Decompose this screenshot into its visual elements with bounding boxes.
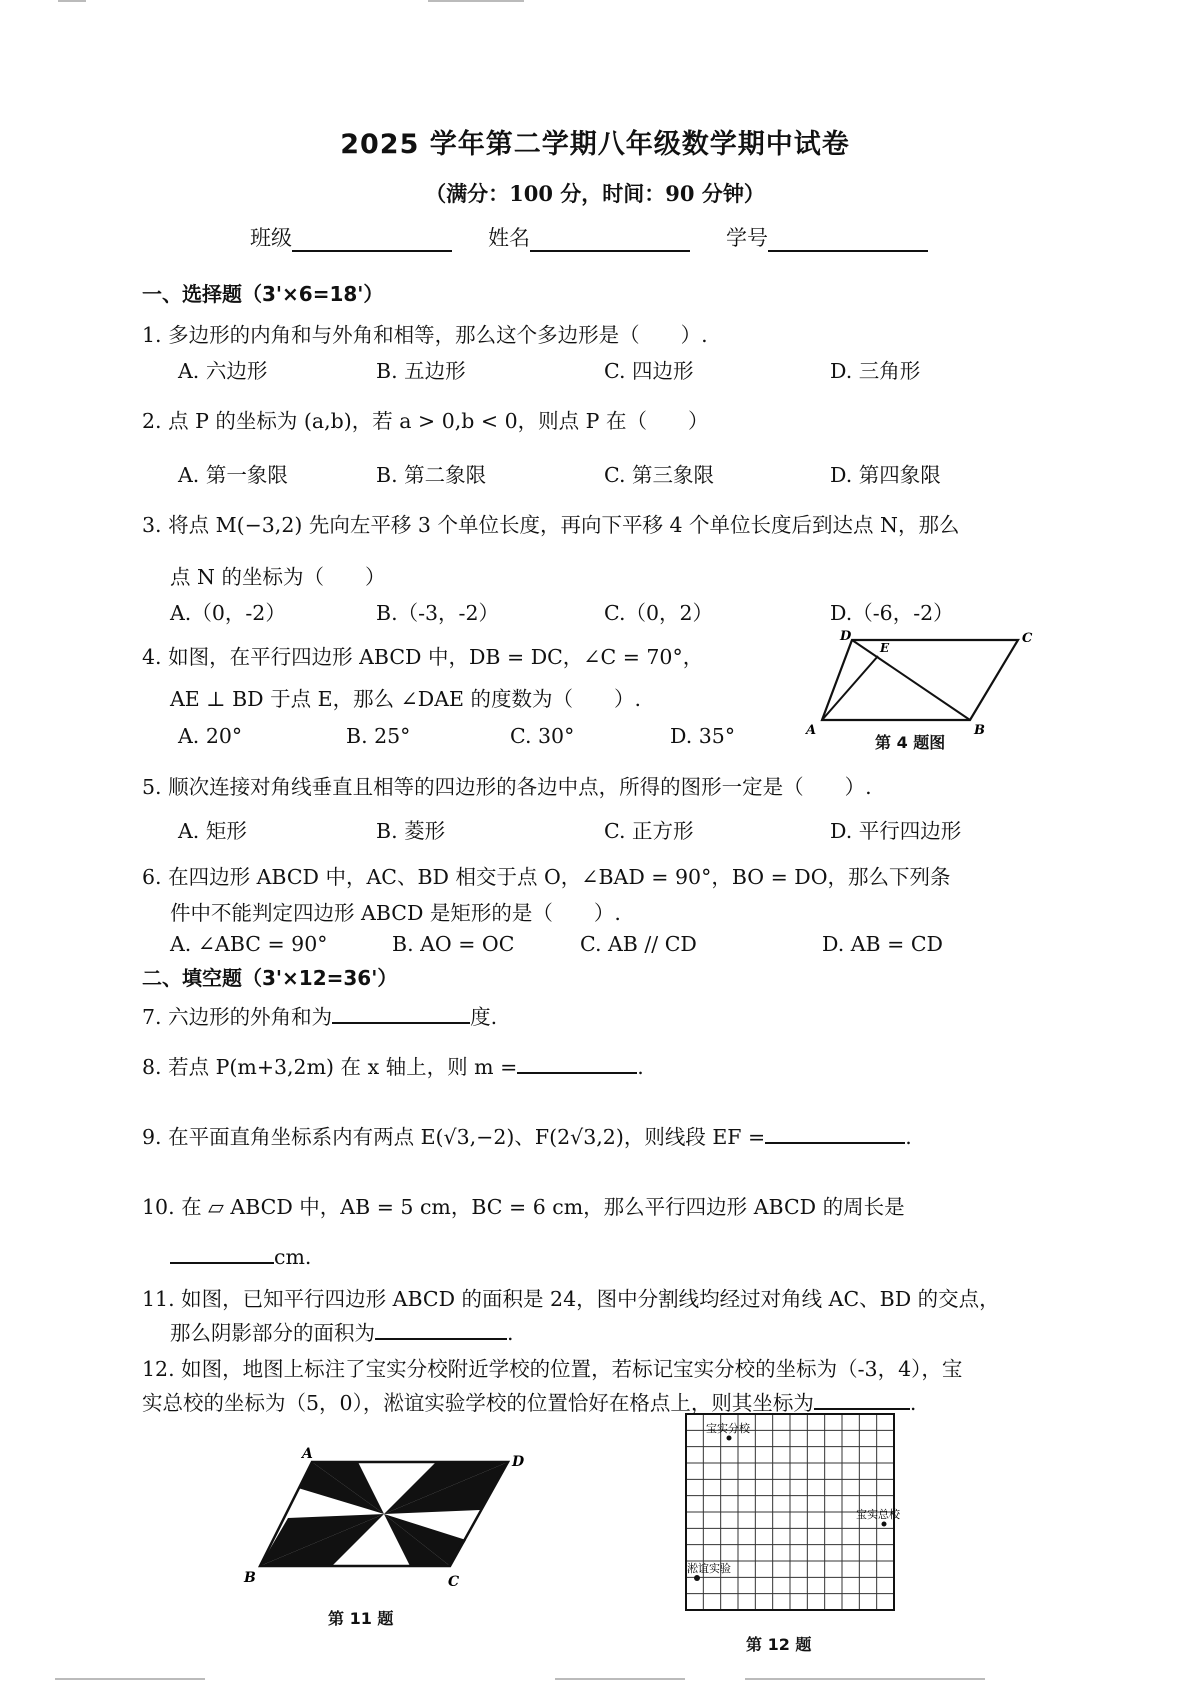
class-label: 班级	[250, 226, 292, 250]
question-7	[142, 1000, 497, 1030]
segment-ae	[822, 656, 878, 720]
option-b[interactable]: B. 第二象限	[376, 463, 487, 487]
option-c[interactable]: C. AB // CD	[580, 932, 697, 956]
question-10-suffix: cm.	[274, 1245, 312, 1269]
parallelogram-abcd	[822, 640, 1018, 720]
question-11-suffix: .	[507, 1321, 514, 1345]
answer-blank[interactable]	[375, 1320, 507, 1340]
option-a[interactable]: A. 矩形	[178, 819, 247, 843]
option-b[interactable]: B. 菱形	[376, 819, 446, 843]
map-label-songyi: 淞谊实验	[687, 1562, 731, 1575]
figure-11-caption: 第 11 题	[328, 1609, 394, 1628]
question-8-text: 8. 若点 P(m+3,2m) 在 x 轴上，则 m =	[142, 1055, 518, 1079]
option-c[interactable]: C.（0，2）	[604, 601, 714, 625]
option-a[interactable]: A.（0，-2）	[170, 601, 286, 625]
question-6-continuation: 件中不能判定四边形 ABCD 是矩形的是（ ）.	[170, 901, 621, 925]
option-d[interactable]: D. AB = CD	[822, 932, 943, 956]
question-9-text: 9. 在平面直角坐标系内有两点 E(√3,−2)、F(2√3,2)，则线段 EF =	[142, 1125, 766, 1149]
name-blank[interactable]	[530, 228, 690, 252]
label-b: B	[244, 1570, 256, 1586]
scan-artifact	[555, 1678, 685, 1680]
id-label: 学号	[726, 226, 768, 250]
id-field[interactable]	[726, 222, 928, 252]
map-label-branch: 宝实分校	[706, 1422, 750, 1435]
question-10: 10. 在 ▱ ABCD 中，AB = 5 cm，BC = 6 cm，那么平行四边形 ABCD 的周长是	[142, 1195, 905, 1219]
map-point-branch	[727, 1436, 732, 1441]
option-d[interactable]: D. 三角形	[830, 359, 921, 383]
question-7-suffix: 度.	[470, 1005, 498, 1029]
option-d[interactable]: D. 平行四边形	[830, 819, 962, 843]
option-b[interactable]: B. AO = OC	[392, 932, 515, 956]
option-b[interactable]: B. 五边形	[376, 359, 466, 383]
question-3-continuation: 点 N 的坐标为（ ）	[170, 565, 386, 589]
map-point-main	[882, 1522, 887, 1527]
class-field[interactable]	[250, 222, 452, 252]
question-12: 12. 如图，地图上标注了宝实分校附近学校的位置，若标记宝实分校的坐标为（-3，4），宝	[142, 1357, 963, 1381]
scan-artifact	[55, 1678, 205, 1680]
option-c[interactable]: C. 四边形	[604, 359, 694, 383]
option-b[interactable]: B. 25°	[346, 724, 411, 748]
label-b: B	[974, 723, 985, 738]
question-12-text: 实总校的坐标为（5，0），淞谊实验学校的位置恰好在格点上，则其坐标为	[142, 1391, 814, 1415]
question-3: 3. 将点 M(−3,2) 先向左平移 3 个单位长度，再向下平移 4 个单位长度后到达点 N，那么	[142, 513, 960, 537]
question-8-suffix: .	[637, 1055, 644, 1079]
figure-12-grid-map	[682, 1410, 912, 1620]
label-d: D	[512, 1454, 525, 1470]
scan-artifact	[58, 0, 86, 2]
question-12-suffix: .	[909, 1391, 917, 1415]
option-c[interactable]: C. 正方形	[604, 819, 694, 843]
question-6: 6. 在四边形 ABCD 中，AC、BD 相交于点 O，∠BAD = 90°，BO = DO，那么下列条	[142, 865, 951, 889]
map-point-songyi	[694, 1575, 700, 1581]
label-a: A	[302, 1446, 313, 1462]
name-field[interactable]	[488, 222, 690, 252]
question-5: 5. 顺次连接对角线垂直且相等的四边形的各边中点，所得的图形一定是（ ）.	[142, 775, 872, 799]
question-10-answer-line	[170, 1244, 311, 1269]
option-d[interactable]: D.（-6，-2）	[830, 601, 954, 625]
label-a: A	[806, 723, 817, 738]
question-7-text: 7. 六边形的外角和为	[142, 1005, 333, 1029]
answer-blank[interactable]	[170, 1244, 274, 1264]
scan-artifact	[745, 1678, 985, 1680]
section-2-heading: 二、填空题（3'×12=36'）	[142, 966, 398, 990]
option-a[interactable]: A. 20°	[178, 724, 243, 748]
option-d[interactable]: D. 第四象限	[830, 463, 941, 487]
answer-blank[interactable]	[517, 1054, 637, 1074]
label-e: E	[880, 641, 890, 655]
student-info-line	[250, 222, 950, 252]
question-2: 2. 点 P 的坐标为 (a,b)，若 a > 0,b < 0，则点 P 在（ ）	[142, 409, 709, 433]
option-a[interactable]: A. ∠ABC = 90°	[170, 932, 328, 956]
question-9	[142, 1120, 912, 1150]
id-blank[interactable]	[768, 228, 928, 252]
exam-title: 2025 学年第二学期八年级数学期中试卷	[340, 129, 850, 160]
question-8	[142, 1050, 644, 1080]
diagonal-db	[852, 640, 970, 720]
answer-blank[interactable]	[332, 1004, 470, 1024]
answer-blank[interactable]	[765, 1124, 905, 1144]
name-label: 姓名	[488, 226, 530, 250]
label-d: D	[840, 629, 852, 644]
option-c[interactable]: C. 30°	[510, 724, 575, 748]
question-11-text: 那么阴影部分的面积为	[170, 1321, 375, 1345]
option-c[interactable]: C. 第三象限	[604, 463, 714, 487]
question-4-continuation: AE ⊥ BD 于点 E，那么 ∠DAE 的度数为（ ）.	[170, 687, 642, 711]
answer-blank[interactable]	[814, 1390, 910, 1410]
question-4: 4. 如图，在平行四边形 ABCD 中，DB = DC，∠C = 70°，	[142, 645, 704, 669]
section-1-heading: 一、选择题（3'×6=18'）	[142, 282, 384, 306]
option-d[interactable]: D. 35°	[670, 724, 736, 748]
question-11-continuation	[170, 1316, 514, 1346]
scan-artifact	[428, 0, 524, 2]
exam-subtitle: （满分：100 分，时间：90 分钟）	[425, 181, 765, 206]
question-11: 11. 如图，已知平行四边形 ABCD 的面积是 24，图中分割线均经过对角线 AC、BD 的交点，	[142, 1287, 1000, 1311]
figure-11-shaded-parallelogram	[240, 1444, 530, 1594]
figure-4-parallelogram	[800, 629, 1033, 740]
question-9-suffix: .	[905, 1125, 912, 1149]
question-1: 1. 多边形的内角和与外角和相等，那么这个多边形是（ ）.	[142, 323, 708, 347]
figure-12-caption: 第 12 题	[746, 1635, 812, 1654]
option-b[interactable]: B.（-3，-2）	[376, 601, 500, 625]
label-c: C	[448, 1574, 460, 1590]
option-a[interactable]: A. 六边形	[178, 359, 268, 383]
class-blank[interactable]	[292, 228, 452, 252]
option-a[interactable]: A. 第一象限	[178, 463, 288, 487]
label-c: C	[1022, 631, 1033, 646]
figure-4-caption: 第 4 题图	[875, 733, 946, 752]
map-label-main: 宝实总校	[856, 1508, 900, 1521]
